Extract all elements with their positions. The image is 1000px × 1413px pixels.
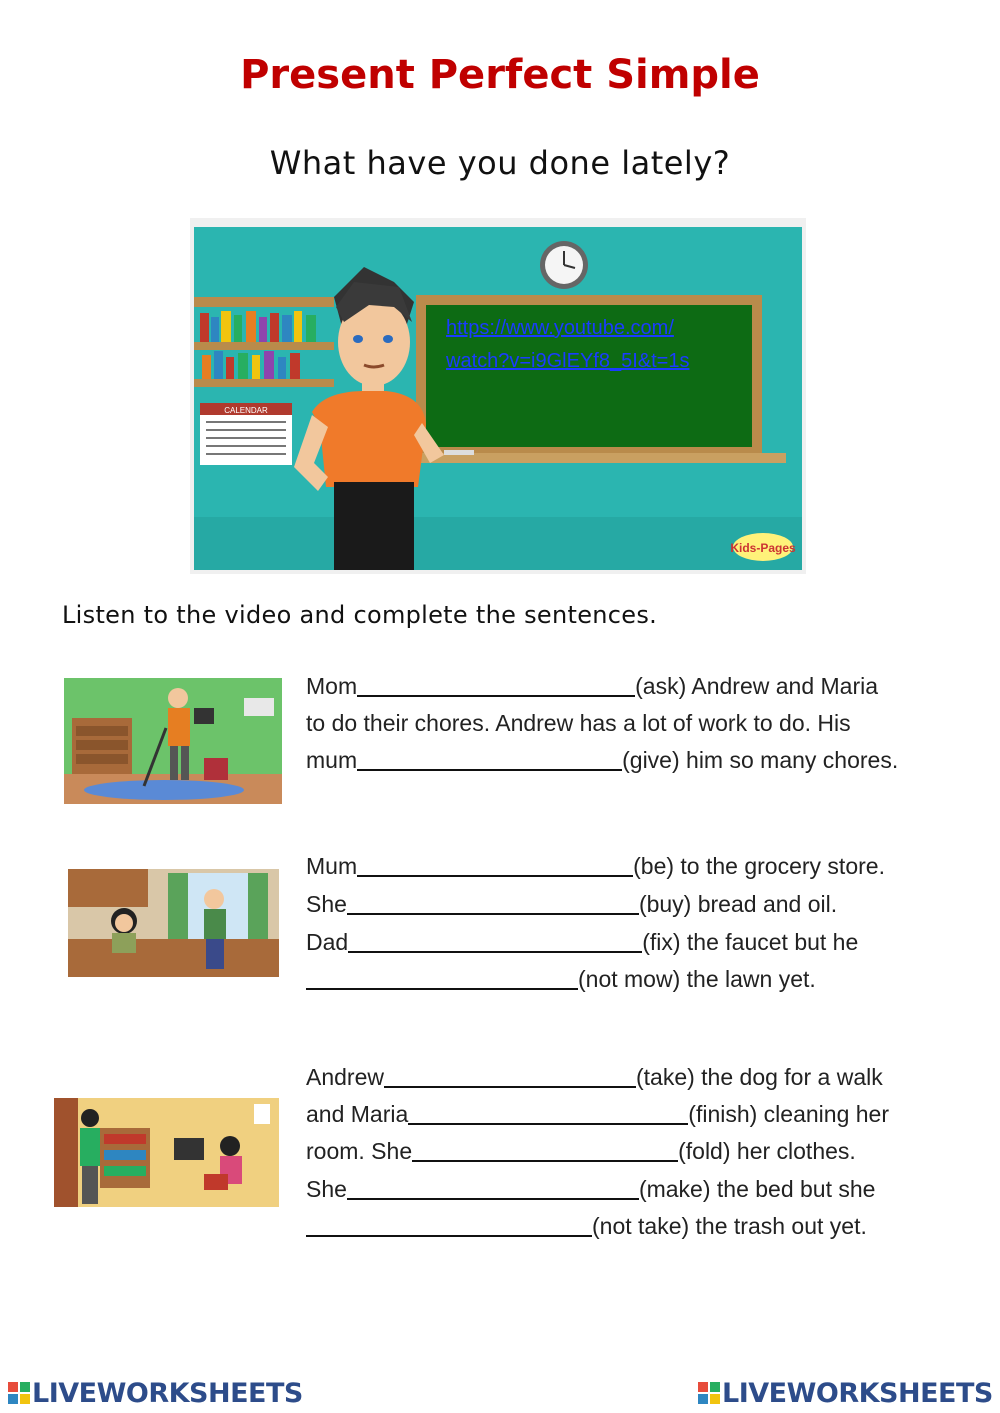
video-link-line1[interactable]: https://www.youtube.com/ bbox=[446, 317, 674, 339]
exercise-1-line-3 bbox=[306, 742, 898, 779]
answer-blank[interactable] bbox=[412, 1134, 678, 1162]
brand-name: LIVEWORKSHEETS bbox=[32, 1378, 303, 1409]
text-after: (not mow) the lawn yet. bbox=[578, 966, 816, 992]
text-before: Mum bbox=[306, 853, 358, 879]
text-after: (take) the dog for a walk bbox=[635, 1064, 883, 1090]
video-link[interactable] bbox=[446, 312, 746, 378]
exercise-2-line-4 bbox=[306, 961, 816, 998]
text-before: to do their chores. Andrew has a lot of work to do. His bbox=[306, 710, 851, 736]
text-after: (make) the bed but she bbox=[638, 1176, 876, 1202]
answer-blank[interactable] bbox=[357, 743, 622, 771]
exercise-3-line-4 bbox=[306, 1171, 875, 1208]
text-after: (finish) cleaning her bbox=[688, 1101, 889, 1127]
text-before: Dad bbox=[306, 929, 349, 955]
text-after: (be) to the grocery store. bbox=[633, 853, 885, 879]
text-after: (fold) her clothes. bbox=[678, 1138, 856, 1164]
text-before: Mom bbox=[306, 673, 358, 699]
text-before: room. She bbox=[306, 1138, 413, 1164]
text-before: She bbox=[306, 1176, 347, 1202]
answer-blank[interactable] bbox=[384, 1060, 636, 1088]
page-subtitle: What have you done lately? bbox=[269, 144, 731, 182]
text-after: (buy) bread and oil. bbox=[638, 891, 838, 917]
exercise-1-line-1 bbox=[306, 668, 878, 705]
text-before: Andrew bbox=[306, 1064, 384, 1090]
answer-blank[interactable] bbox=[347, 887, 639, 915]
instruction-text: Listen to the video and complete the sentences. bbox=[62, 601, 658, 629]
exercise-1-line-2 bbox=[306, 705, 851, 742]
calendar-label: CALENDAR bbox=[224, 406, 268, 415]
exercise-3-line-3 bbox=[306, 1133, 856, 1170]
text-before: mum bbox=[306, 747, 358, 773]
footer-brand-right bbox=[698, 1378, 993, 1409]
exercise-2-line-3 bbox=[306, 924, 858, 961]
video-thumbnail[interactable] bbox=[190, 218, 806, 574]
answer-blank[interactable] bbox=[408, 1097, 688, 1125]
text-after: (give) him so many chores. bbox=[622, 747, 899, 773]
text-after: (not take) the trash out yet. bbox=[592, 1213, 867, 1239]
exercise-2-line-1 bbox=[306, 848, 885, 885]
video-link-line2[interactable]: watch?v=i9GlEYf8_5I&t=1s bbox=[446, 350, 690, 372]
kitchen-illustration bbox=[68, 869, 279, 977]
chores-vacuum-illustration bbox=[64, 678, 282, 804]
footer-brand-left bbox=[8, 1378, 303, 1409]
liveworksheets-logo-icon bbox=[8, 1382, 30, 1404]
page-title: Present Perfect Simple bbox=[240, 52, 760, 98]
exercise-3-line-2 bbox=[306, 1096, 889, 1133]
text-before: and Maria bbox=[306, 1101, 409, 1127]
exercise-3-line-5 bbox=[306, 1208, 867, 1245]
text-before: She bbox=[306, 891, 347, 917]
answer-blank[interactable] bbox=[347, 1172, 639, 1200]
brand-name: LIVEWORKSHEETS bbox=[722, 1378, 993, 1409]
answer-blank[interactable] bbox=[306, 962, 578, 990]
answer-blank[interactable] bbox=[306, 1209, 592, 1237]
bedroom-illustration bbox=[54, 1098, 279, 1207]
exercise-2-line-2 bbox=[306, 886, 837, 923]
answer-blank[interactable] bbox=[357, 669, 635, 697]
kids-pages-logo: Kids-Pages bbox=[730, 541, 796, 555]
liveworksheets-logo-icon bbox=[698, 1382, 720, 1404]
text-after: (ask) Andrew and Maria bbox=[635, 673, 879, 699]
classroom-illustration bbox=[194, 227, 802, 570]
answer-blank[interactable] bbox=[357, 849, 633, 877]
exercise-3-line-1 bbox=[306, 1059, 883, 1096]
answer-blank[interactable] bbox=[348, 925, 642, 953]
text-after: (fix) the faucet but he bbox=[642, 929, 859, 955]
